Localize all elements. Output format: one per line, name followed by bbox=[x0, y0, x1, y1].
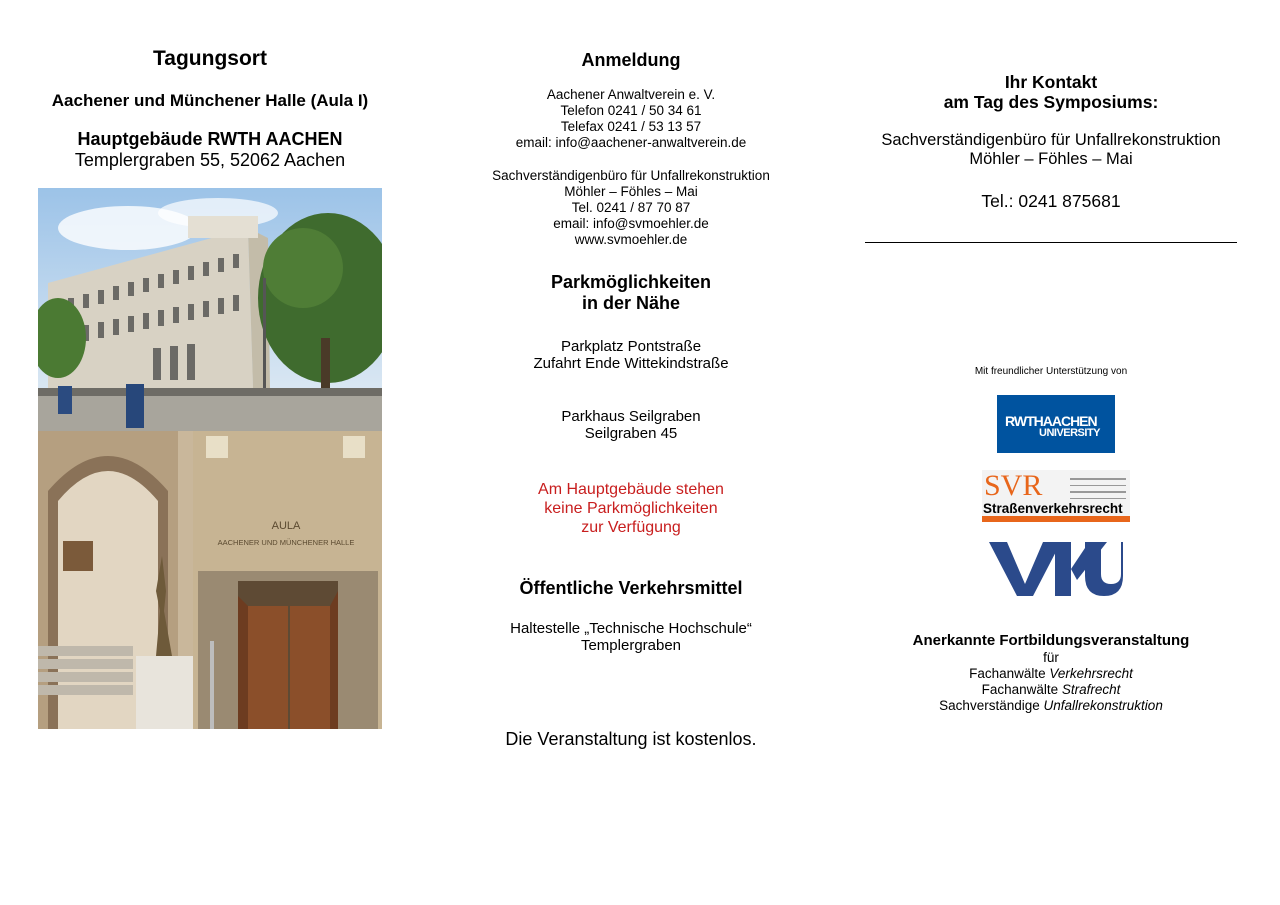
aula-interior-photo bbox=[38, 431, 382, 729]
parking-heading bbox=[470, 272, 792, 314]
accreditation-heading: Anerkannte Fortbildungsveranstaltung bbox=[912, 632, 1190, 649]
accreditation-for: für bbox=[1043, 650, 1059, 665]
accreditation-item bbox=[865, 682, 1237, 698]
svr-logo-long: Straßenverkehrsrecht bbox=[983, 501, 1123, 516]
building-exterior-photo bbox=[38, 188, 382, 431]
parking-warning bbox=[470, 480, 792, 537]
org1-email: email: info@aachener-anwaltverein.de bbox=[515, 135, 747, 150]
accreditation-subject: Verkehrsrecht bbox=[1049, 666, 1133, 681]
accreditation-prefix: Sachverständige bbox=[939, 698, 1040, 713]
divider-line bbox=[865, 242, 1237, 243]
contact-office-name: Sachverständigenbüro für Unfallrekonstruktion bbox=[881, 131, 1221, 149]
contact-heading-line1: Ihr Kontakt bbox=[1004, 72, 1098, 92]
parking-lot-1-access: Zufahrt Ende Wittekindstraße bbox=[533, 355, 729, 372]
aula-sign-line2: AACHENER UND MÜNCHENER HALLE bbox=[217, 538, 355, 547]
aula-sign-line1: AULA bbox=[271, 520, 301, 532]
transit-heading: Öffentliche Verkehrsmittel bbox=[519, 578, 743, 598]
accreditation-subject: Unfallrekonstruktion bbox=[1043, 698, 1163, 713]
accreditation-prefix: Fachanwälte bbox=[981, 682, 1059, 697]
contact-phone: Tel.: 0241 875681 bbox=[981, 191, 1121, 211]
org1-phone: Telefon 0241 / 50 34 61 bbox=[560, 103, 702, 118]
org2-email: email: info@svmoehler.de bbox=[553, 216, 709, 231]
org2-partners: Möhler – Föhles – Mai bbox=[564, 184, 698, 199]
parking-lot-1-name: Parkplatz Pontstraße bbox=[560, 338, 702, 355]
venue-hall: Aachener und Münchener Halle (Aula I) bbox=[51, 91, 369, 110]
parking-warning-line2: keine Parkmöglichkeiten bbox=[544, 500, 718, 517]
rwth-logo-line2: UNIVERSITY bbox=[1039, 427, 1101, 439]
vku-logo bbox=[989, 538, 1123, 600]
svr-logo bbox=[982, 470, 1130, 522]
parking-lot-2 bbox=[470, 408, 792, 442]
org2-website: www.svmoehler.de bbox=[574, 232, 688, 247]
parking-warning-line1: Am Hauptgebäude stehen bbox=[538, 481, 724, 498]
registration-heading: Anmeldung bbox=[581, 50, 681, 70]
org2-phone: Tel. 0241 / 87 70 87 bbox=[571, 200, 691, 215]
venue-heading: Tagungsort bbox=[153, 47, 267, 70]
parking-lot-2-name: Parkhaus Seilgraben bbox=[561, 408, 701, 425]
transit-stop bbox=[470, 620, 792, 654]
contact-heading-line2: am Tag des Symposiums: bbox=[943, 92, 1159, 112]
org1-name: Aachener Anwaltverein e. V. bbox=[546, 87, 716, 102]
free-note: Die Veranstaltung ist kostenlos. bbox=[505, 729, 757, 749]
accreditation-list bbox=[865, 650, 1237, 714]
transit-stop-street: Templergraben bbox=[580, 637, 682, 654]
parking-heading-line1: Parkmöglichkeiten bbox=[550, 272, 712, 292]
accreditation-item bbox=[865, 698, 1237, 714]
parking-lot-1 bbox=[470, 338, 792, 372]
svr-logo-bar bbox=[982, 516, 1130, 522]
org2-name: Sachverständigenbüro für Unfallrekonstruktion bbox=[492, 168, 770, 183]
contact-heading bbox=[865, 72, 1237, 112]
venue-address: Templergraben 55, 52062 Aachen bbox=[74, 150, 346, 170]
rwth-logo bbox=[997, 395, 1115, 453]
parking-warning-line3: zur Verfügung bbox=[581, 519, 681, 536]
transit-stop-name: Haltestelle „Technische Hochschule“ bbox=[510, 620, 752, 637]
parking-lot-2-address: Seilgraben 45 bbox=[584, 425, 678, 442]
accreditation-subject: Strafrecht bbox=[1061, 682, 1121, 697]
registration-org2 bbox=[470, 168, 792, 248]
svr-logo-short: SVR bbox=[984, 469, 1043, 502]
rwth-logo-line1: RWTHAACHEN bbox=[1005, 413, 1097, 429]
contact-office-partners: Möhler – Föhles – Mai bbox=[969, 150, 1133, 168]
sponsors-label: Mit freundlicher Unterstützung von bbox=[974, 366, 1128, 377]
registration-org1 bbox=[470, 87, 792, 151]
contact-office bbox=[865, 131, 1237, 169]
org1-fax: Telefax 0241 / 53 13 57 bbox=[560, 119, 702, 134]
venue-building: Hauptgebäude RWTH AACHEN bbox=[77, 129, 343, 149]
accreditation-item bbox=[865, 666, 1237, 682]
parking-heading-line2: in der Nähe bbox=[581, 293, 681, 313]
accreditation-prefix: Fachanwälte bbox=[969, 666, 1046, 681]
